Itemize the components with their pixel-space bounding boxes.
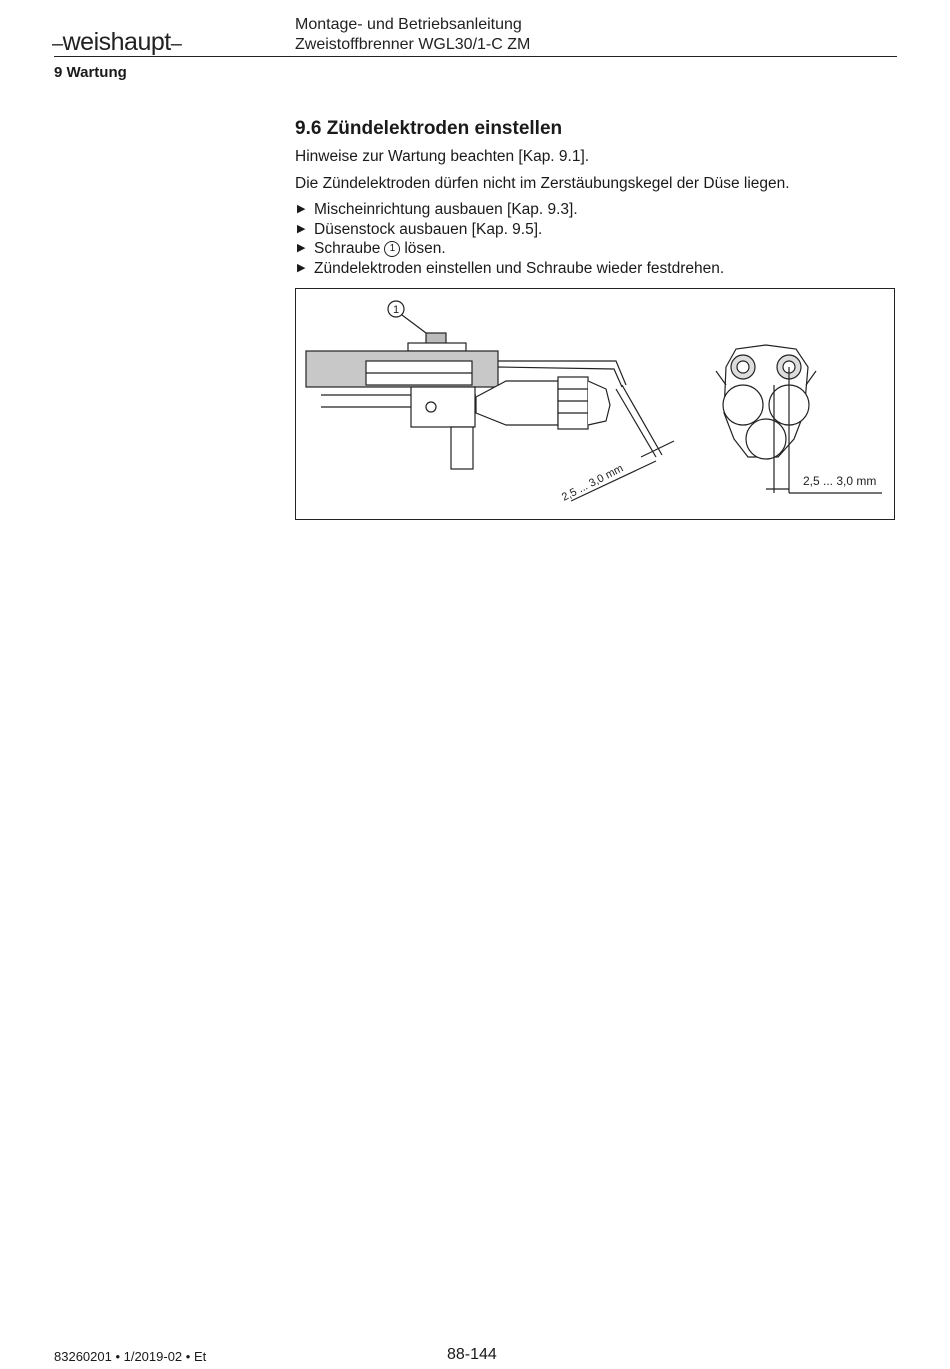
- electrode-figure: [295, 288, 895, 520]
- bullet-triangle-icon: ▶: [297, 203, 306, 215]
- side-dimension-label: 2,5 ... 3,0 mm: [559, 462, 626, 504]
- bullet-triangle-icon: ▶: [297, 242, 306, 254]
- header-rule: [54, 56, 897, 57]
- bullet-triangle-icon: ▶: [297, 222, 306, 235]
- chapter-heading: 9 Wartung: [54, 64, 127, 81]
- front-dimension-label: 2,5 ... 3,0 mm: [803, 474, 877, 488]
- instruction-steps: [297, 200, 724, 278]
- document-reference: 83260201 • 1/2019-02 • Et: [54, 1349, 207, 1364]
- callout-marker: 1: [384, 241, 400, 257]
- electrode-drawing: [296, 289, 893, 518]
- callout-number: 1: [392, 304, 400, 316]
- step-text: Mischeinrichtung ausbauen [Kap. 9.3].: [314, 201, 578, 218]
- document-title-line2: Zweistoffbrenner WGL30/1-C ZM: [295, 36, 531, 53]
- document-title-line1: Montage- und Betriebsanleitung: [295, 16, 522, 33]
- step-item: [297, 259, 724, 279]
- electrode-warning: Die Zündelektroden dürfen nicht im Zerstäubungskegel der Düse liegen.: [295, 175, 790, 192]
- document-title: [295, 15, 530, 55]
- step-text: Zündelektroden einstellen und Schraube wieder festdrehen.: [314, 259, 725, 277]
- step-item: [297, 200, 724, 220]
- step-text: Düsenstock ausbauen [Kap. 9.5].: [314, 220, 543, 238]
- step-item: [297, 239, 724, 259]
- bullet-triangle-icon: ▶: [297, 261, 306, 274]
- page-number: 88-144: [447, 1346, 497, 1363]
- maintenance-note: Hinweise zur Wartung beachten [Kap. 9.1].: [295, 148, 590, 165]
- step-text: lösen.: [404, 240, 446, 257]
- section-title: 9.6 Zündelektroden einstellen: [295, 118, 563, 139]
- step-item: [297, 220, 724, 240]
- brand-logo: –weishaupt–: [52, 28, 182, 56]
- brand-name: weishaupt: [62, 28, 171, 56]
- step-text: Schraube: [314, 240, 381, 257]
- front-view: [716, 345, 882, 493]
